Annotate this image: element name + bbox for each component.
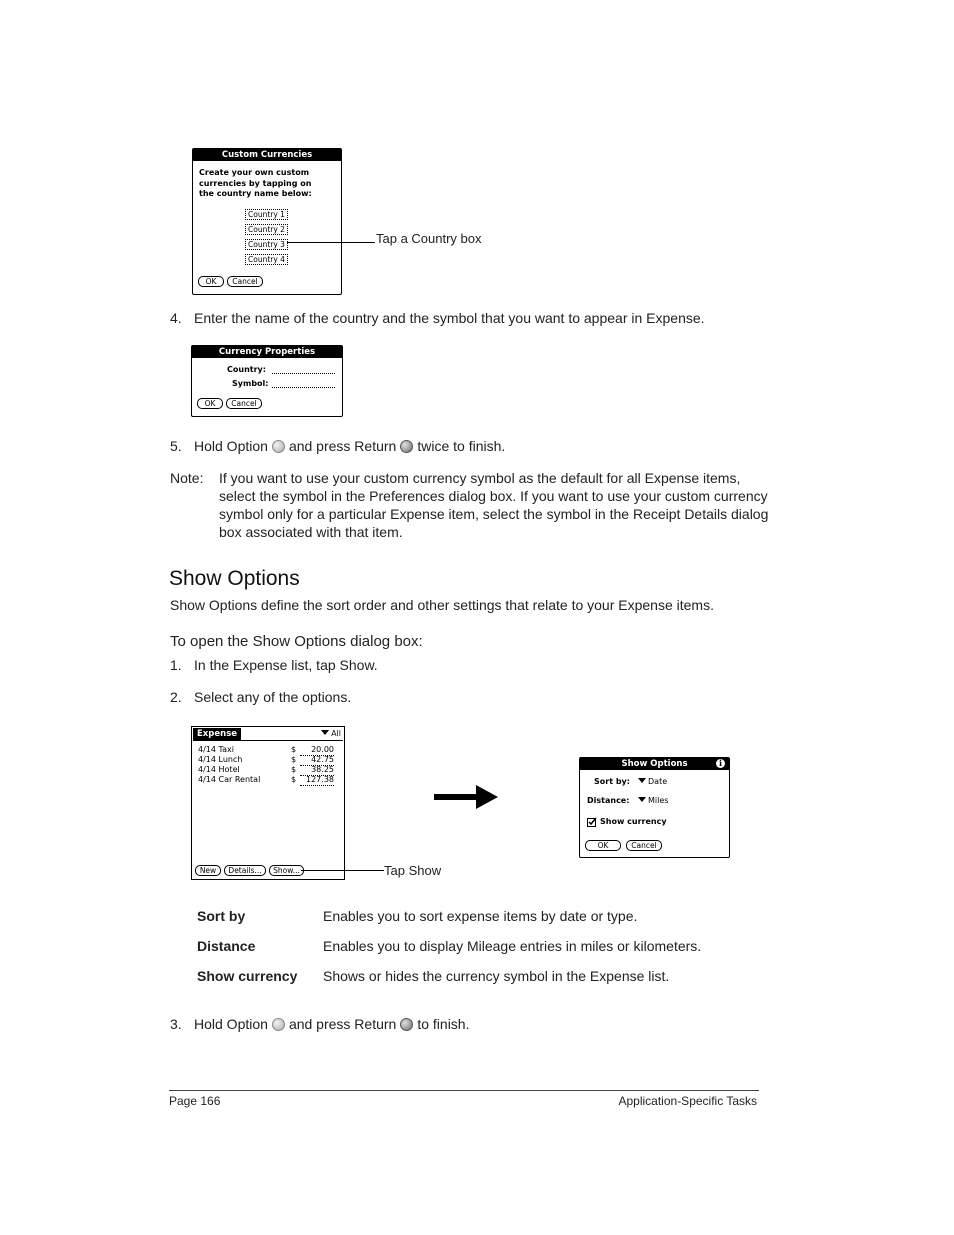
note-line: symbol only for a particular Expense item, select the symbol in the Receipt Details dialog: [219, 506, 769, 522]
row-date: 4/14: [198, 775, 216, 784]
step-text-part: twice to finish.: [417, 438, 506, 454]
distance-picker[interactable]: [638, 796, 668, 807]
country-3-box[interactable]: Country 3: [245, 239, 288, 250]
sort-by-label: Sort by:: [594, 777, 630, 786]
category-value: All: [331, 729, 341, 738]
dropdown-arrow-icon: [638, 778, 646, 783]
row-amount: 38.25: [300, 765, 334, 776]
step-number: 4.: [170, 310, 182, 326]
list-item[interactable]: [198, 775, 260, 785]
cancel-button[interactable]: Cancel: [226, 398, 262, 409]
info-icon[interactable]: i: [716, 759, 725, 768]
step-text-part: Hold Option: [194, 438, 268, 454]
sort-by-picker[interactable]: [638, 777, 667, 788]
show-currency-checkbox[interactable]: [587, 818, 596, 827]
footer-page-number: Page 166: [169, 1094, 221, 1108]
distance-label: Distance:: [587, 796, 630, 805]
row-item: Car Rental: [218, 775, 261, 784]
row-currency: $: [291, 775, 297, 784]
note-line: box associated with that item.: [219, 524, 403, 540]
cancel-button[interactable]: Cancel: [626, 840, 662, 851]
row-currency: $: [291, 745, 297, 754]
new-button[interactable]: New: [195, 865, 221, 876]
callout-leader-line: [301, 870, 384, 871]
option-button-icon: [272, 1018, 285, 1031]
ok-button[interactable]: OK: [585, 840, 621, 851]
country-2-box[interactable]: Country 2: [245, 224, 288, 235]
step-text: Enter the name of the country and the symbol that you want to appear in Expense.: [194, 310, 705, 326]
row-currency: $: [291, 765, 297, 774]
ok-button[interactable]: OK: [198, 276, 224, 287]
definition-term: Sort by: [197, 908, 246, 924]
note-line: select the symbol in the Preferences dialog box. If you want to use your custom currency: [219, 488, 768, 504]
category-picker[interactable]: [321, 729, 341, 739]
dialog-instruction-line: currencies by tapping on: [199, 179, 312, 188]
show-currency-label: Show currency: [600, 817, 667, 826]
step-number: 2.: [170, 689, 182, 705]
list-item[interactable]: [198, 745, 234, 755]
symbol-label: Symbol:: [232, 379, 269, 388]
definition-term: Distance: [197, 938, 256, 954]
row-amount: 42.75: [300, 755, 334, 766]
tap-show-callout: Tap Show: [384, 863, 442, 878]
list-item[interactable]: [198, 755, 242, 765]
return-button-icon: [400, 1018, 413, 1031]
step-number: 3.: [170, 1016, 182, 1032]
cancel-button[interactable]: Cancel: [227, 276, 263, 287]
row-date: 4/14: [198, 745, 216, 754]
dialog-title: Show Options: [580, 758, 729, 770]
country-1-box[interactable]: Country 1: [245, 209, 288, 220]
sort-by-value: Date: [648, 777, 668, 786]
country-label: Country:: [227, 365, 266, 374]
section-heading: Show Options: [169, 567, 300, 590]
expense-title-tab: Expense: [193, 728, 241, 740]
row-currency: $: [291, 755, 297, 764]
step-text-part: and press Return: [288, 1016, 397, 1032]
dialog-title: Currency Properties: [192, 346, 342, 358]
row-item: Lunch: [218, 755, 243, 764]
section-intro: Show Options define the sort order and other settings that relate to your Expense items.: [170, 597, 714, 613]
show-button[interactable]: Show...: [269, 865, 304, 876]
currency-properties-dialog: [191, 345, 343, 417]
step-number: 1.: [170, 657, 182, 673]
step-text-part: and press Return: [288, 438, 397, 454]
expense-list-screen: [191, 726, 345, 880]
step-number: 5.: [170, 438, 182, 454]
list-item[interactable]: [198, 765, 240, 775]
symbol-input[interactable]: [272, 387, 335, 388]
step-text: [194, 1015, 469, 1033]
row-amount: 127.38: [300, 775, 334, 786]
dialog-title: Custom Currencies: [193, 149, 341, 161]
callout-leader-line: [287, 242, 375, 243]
procedure-heading: To open the Show Options dialog box:: [170, 633, 423, 650]
definition-description: Enables you to sort expense items by date or type.: [323, 908, 638, 924]
country-input[interactable]: [272, 373, 335, 374]
dialog-instruction-line: Create your own custom: [199, 168, 310, 177]
definition-term: Show currency: [197, 968, 298, 984]
footer-chapter-title: Application-Specific Tasks: [618, 1094, 757, 1108]
definition-description: Enables you to display Mileage entries in miles or kilometers.: [323, 938, 702, 954]
distance-value: Miles: [648, 796, 669, 805]
show-options-dialog: [579, 757, 730, 858]
note-label: Note:: [170, 470, 204, 486]
note-line: If you want to use your custom currency symbol as the default for all Expense items,: [219, 470, 741, 486]
return-button-icon: [400, 440, 413, 453]
step-text-part: to finish.: [417, 1016, 470, 1032]
details-button[interactable]: Details...: [224, 865, 266, 876]
step-text: [194, 437, 505, 455]
checkmark-icon: [588, 817, 597, 826]
option-button-icon: [272, 440, 285, 453]
row-date: 4/14: [198, 755, 216, 764]
row-item: Hotel: [218, 765, 240, 774]
right-arrow-icon: [434, 783, 500, 811]
definition-description: Shows or hides the currency symbol in the Expense list.: [323, 968, 670, 984]
tap-country-callout: Tap a Country box: [376, 231, 482, 246]
dropdown-arrow-icon: [638, 797, 646, 802]
row-amount: 20.00: [300, 745, 334, 756]
dialog-instruction-line: the country name below:: [199, 189, 312, 198]
step-text: In the Expense list, tap Show.: [194, 657, 378, 673]
custom-currencies-dialog: [192, 148, 342, 295]
country-4-box[interactable]: Country 4: [245, 254, 288, 265]
step-text-part: Hold Option: [194, 1016, 268, 1032]
row-date: 4/14: [198, 765, 216, 774]
step-text: Select any of the options.: [194, 689, 352, 705]
ok-button[interactable]: OK: [197, 398, 223, 409]
title-underline: [193, 740, 343, 741]
footer-rule: [169, 1090, 759, 1091]
dropdown-arrow-icon: [321, 730, 329, 735]
row-item: Taxi: [218, 745, 234, 754]
